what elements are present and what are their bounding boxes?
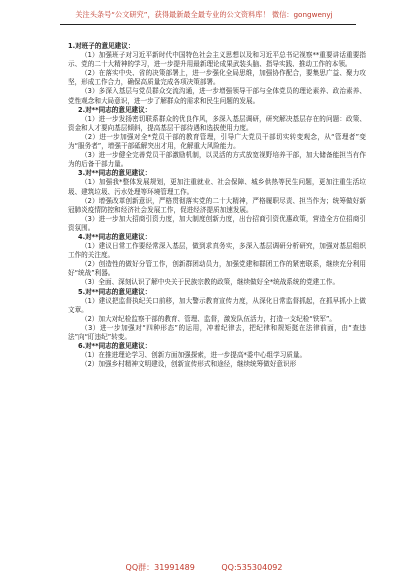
paragraph: （2）增强改革创新意识，严格贯彻落实党的二十大精神，严格履职尽责、担当作为；统筹做好新冠肺炎疫情防控和经济社会发展工作，促进经济提质加速发展。 (68, 196, 366, 214)
paragraph: （2）在落实中央、省的决策部署上，进一步强化全局思维，加强协作配合，要集思广益、聚力攻坚，形成工作合力，确保高质量完成各项决策部署。 (68, 69, 366, 87)
footer-contact (0, 562, 408, 573)
paragraph: （1）建议日常工作要经常深入基层，做到求真务实，多深入基层调研分析研究，加强对基层组织工作的关注度。 (68, 242, 366, 260)
section-heading: 2.对**同志的意见建议： (78, 105, 152, 114)
paragraph: （2）创造性的做好分管工作，创新群团动员力，加强党建和群团工作的紧密联系，继续充分利用好“统战”利器。 (68, 260, 366, 278)
document-body (68, 42, 366, 369)
header-divider (60, 24, 356, 25)
paragraph: （3）进一步健全完善党员干部激励机制，以灵活的方式放宽视野培养干部，加大储备能担当有作为的后备干部力量。 (68, 151, 366, 169)
footer-qq-group: QQ群：31991489 (125, 563, 195, 572)
section-heading: 4.对**同志的意见建议： (78, 232, 152, 241)
paragraph: （1）建议把监督执纪关口前移，加大警示教育宣传力度，从深化日常监督抓起，在抓早抓小上做文章。 (68, 296, 366, 314)
header-banner: 关注头条号“公文研究”，获得最新最全最专业的公文资料库！ 微信：gongwenyj (75, 10, 333, 19)
paragraph: （1）加强班子对习近平新时代中国特色社会主义思想以及和习近平总书记视察**重要讲话重要指示、党的二十大精神的学习，进一步提升用最新理论成果武装头脑、指导实践、推动工作的本领。 (68, 51, 366, 69)
paragraph: （3）多深入基层与党员群众交流沟通，进一步增强领导干部与全体党员的理论素养、政治素养、党性观念和大局意识，进一步了解群众的需求和民生问题的发展。 (68, 87, 366, 105)
paragraph: （1）进一步发扬密切联系群众的优良作风，多深入基层调研，研究解决基层存在的问题：政策、资金和人才要向基层倾斜，提高基层干部待遇和选拔使用力度。 (68, 114, 366, 132)
paragraph: （3）进一步加大招商引资力度，加大制度创新力度，出台招商引资优惠政策，营造全方位招商引资氛围。 (68, 214, 366, 232)
paragraph: （2）进一步加强对全*党员干部的教育管理，引导广大党员干部切实转变观念，从“管理者”变为“服务者”，增强干部砥解突出才用，化解重大风险能力。 (68, 132, 366, 151)
section-heading: 3.对**同志的意见建议： (78, 169, 152, 178)
section-heading: 1.对班子的意见建议： (68, 42, 135, 50)
paragraph: （1）在推进理论学习、创新方面加强探索，进一步提高*委中心组学习质量。 (81, 351, 307, 360)
paragraph: （1）加强我*整体发展规划，更加注重就业、社会保障、城乡供热等民生问题，更加注重生活垃圾、建筑垃圾、污水处理等环境管理工作。 (68, 178, 366, 196)
paragraph: （2）加大对纪检监察干部的教育、管理、监督，激发队伍活力，打造一支纪检“铁军”。 (81, 314, 336, 323)
paragraph: （2）加强乡村精神文明建设，创新宣传形式和途径，继续统筹做好意识形 (81, 360, 297, 369)
section-heading: 6.对**同志的意见建议： (78, 342, 152, 351)
section-heading: 5.对**同志的意见建议： (78, 287, 152, 296)
footer-qq-number: QQ:535304092 (221, 563, 283, 572)
paragraph: （3）全面、深刻认识了解中央关于民族宗教的政策，继续做好全*统战系统的党建工作。 (81, 278, 340, 287)
paragraph: （3）进一步加强对“四种形态”的运用，冲着纪律去，把纪律和规矩挺在法律前面，由“查违法”向“盯违纪”转变。 (68, 323, 366, 341)
